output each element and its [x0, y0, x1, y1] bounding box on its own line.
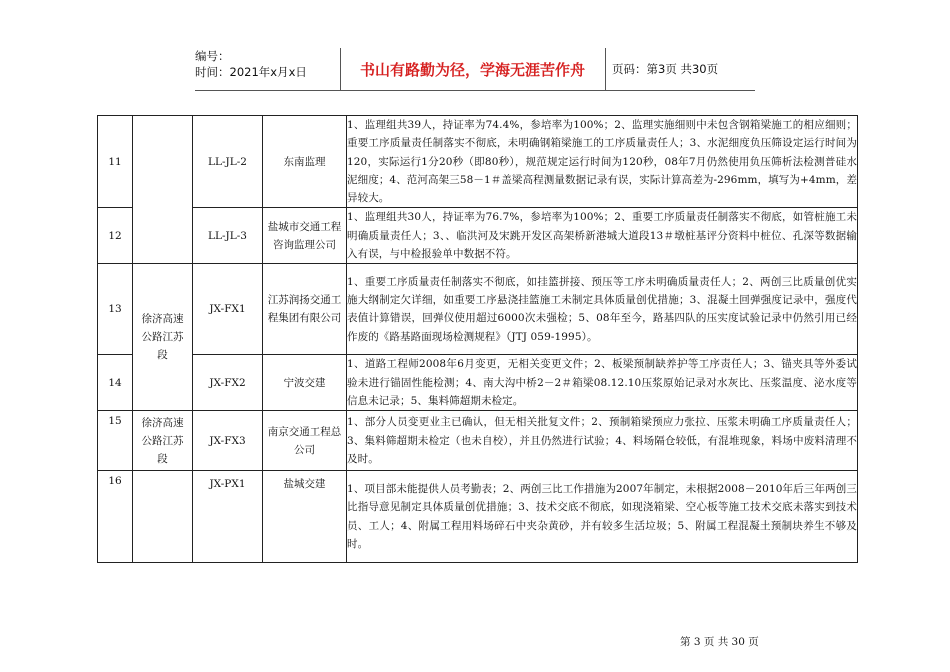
unit-code: LL-JL-3 — [193, 208, 263, 264]
section-cell — [133, 264, 193, 411]
issue-description: 1、重要工序质量责任制落实不彻底，如挂篮拼接、预压等工序未明确质量责任人；2、两创三比质量创优实施大纲制定欠详细，如重要工序悬浇挂篮施工未制定具体质量创优措施；3、混凝土回弹强度记录中，强度代表值计算错误，回弹仪使用超过6000次未强检；5、08年至今，路基四队的压实度试验记录中仍然引用已经作废的《路基路面现场检测规程》（JTJ 059-1995）。 — [347, 264, 858, 355]
unit-name: 江苏润扬交通工程集团有限公司 — [263, 264, 347, 355]
row-number: 11 — [98, 116, 133, 208]
unit-name: 盐城市交通工程咨询监理公司 — [263, 208, 347, 264]
section-name: 徐济高速公路江苏段 — [141, 417, 184, 466]
table-row — [98, 116, 858, 208]
table-row — [98, 471, 858, 563]
row-number: 15 — [98, 411, 133, 471]
table-row — [98, 355, 858, 411]
document-date-label: 时间：2021年x月x日 — [195, 65, 307, 79]
unit-code: JX-FX3 — [193, 411, 263, 471]
unit-name: 东南监理 — [263, 116, 347, 208]
row-number: 13 — [98, 264, 133, 355]
unit-code: LL-JL-2 — [193, 116, 263, 208]
row-number: 12 — [98, 208, 133, 264]
unit-name: 宁波交建 — [263, 355, 347, 411]
section-name: 徐济高速公路江苏段 — [141, 313, 184, 362]
issue-description: 1、部分人员变更业主已确认，但无相关批复文件；2、预制箱梁预应力张拉、压浆未明确工序质量责任人；3、集料筛超期未检定（也未自校），并且仍然进行试验；4、料场隔仓较低，有混堆现象，料场中废料清理不及时。 — [347, 411, 858, 471]
header-divider — [195, 90, 755, 91]
unit-code: JX-PX1 — [193, 471, 263, 563]
section-cell-empty — [133, 471, 193, 563]
unit-code: JX-FX1 — [193, 264, 263, 355]
table-row — [98, 208, 858, 264]
inspection-table — [97, 115, 858, 563]
header-motto: 书山有路勤为径，学海无涯苦作舟 — [340, 48, 606, 90]
unit-name: 南京交通工程总公司 — [263, 411, 347, 471]
unit-name: 盐城交建 — [263, 471, 347, 563]
unit-code: JX-FX2 — [193, 355, 263, 411]
header-left-block — [195, 48, 341, 90]
section-cell-empty — [133, 116, 193, 264]
issue-description: 1、监理组共39人，持证率为74.4%，参培率为100%；2、监理实施细则中未包含钢箱梁施工的相应细则；重要工序质量责任制落实不彻底，未明确钢箱梁施工的工序质量责任人；3、水泥细度负压筛设定运行时间为120，实际运行1分20秒（即80秒），规范规定运行时间为120秒，08年7月仍然使用负压筛析法检测普硅水泥细度；4、范河高架三58－1＃盖梁高程测量数据记录有误，实际计算高差为-296mm，填写为+4mm，差异较大。 — [347, 116, 858, 208]
table-row — [98, 264, 858, 355]
issue-description: 1、项目部未能提供人员考勤表；2、两创三比工作措施为2007年制定，未根据2008－2010年后三年两创三比指导意见制定具体质量创优措施；3、技术交底不彻底，如现浇箱梁、空心板等施工技术交底未落实到技术员、工人；4、附属工程用料场碎石中夹杂黄砂，并有较多生活垃圾；5、附属工程混凝土预制块养生不够及时。 — [347, 471, 858, 563]
section-cell — [133, 411, 193, 471]
page-footer: 第 3 页 共 30 页 — [680, 636, 759, 648]
table-row — [98, 411, 858, 471]
document-code-label: 编号： — [195, 49, 230, 63]
issue-description: 1、道路工程师2008年6月变更，无相关变更文件；2、板梁预制缺养护等工序责任人；3、锚夹具等外委试验未进行锚固性能检测；4、南大沟中桥2－2＃箱梁08.12.10压浆原始记录对水灰比、压浆温度、泌水度等信息未记录；5、集料筛超期未检定。 — [347, 355, 858, 411]
header-page-label: 页码：第3页 共30页 — [612, 62, 719, 76]
row-number: 14 — [98, 355, 133, 411]
row-number: 16 — [98, 471, 133, 563]
issue-description: 1、监理组共30人，持证率为76.7%，参培率为100%；2、重要工序质量责任制落实不彻底，如管桩施工未明确质量责任人；3、、临洪河及宋跳开发区高架桥新港城大道段13＃墩桩基评分资料中桩位、孔深等数据输入有误，与中检报验单中数据不符。 — [347, 208, 858, 264]
